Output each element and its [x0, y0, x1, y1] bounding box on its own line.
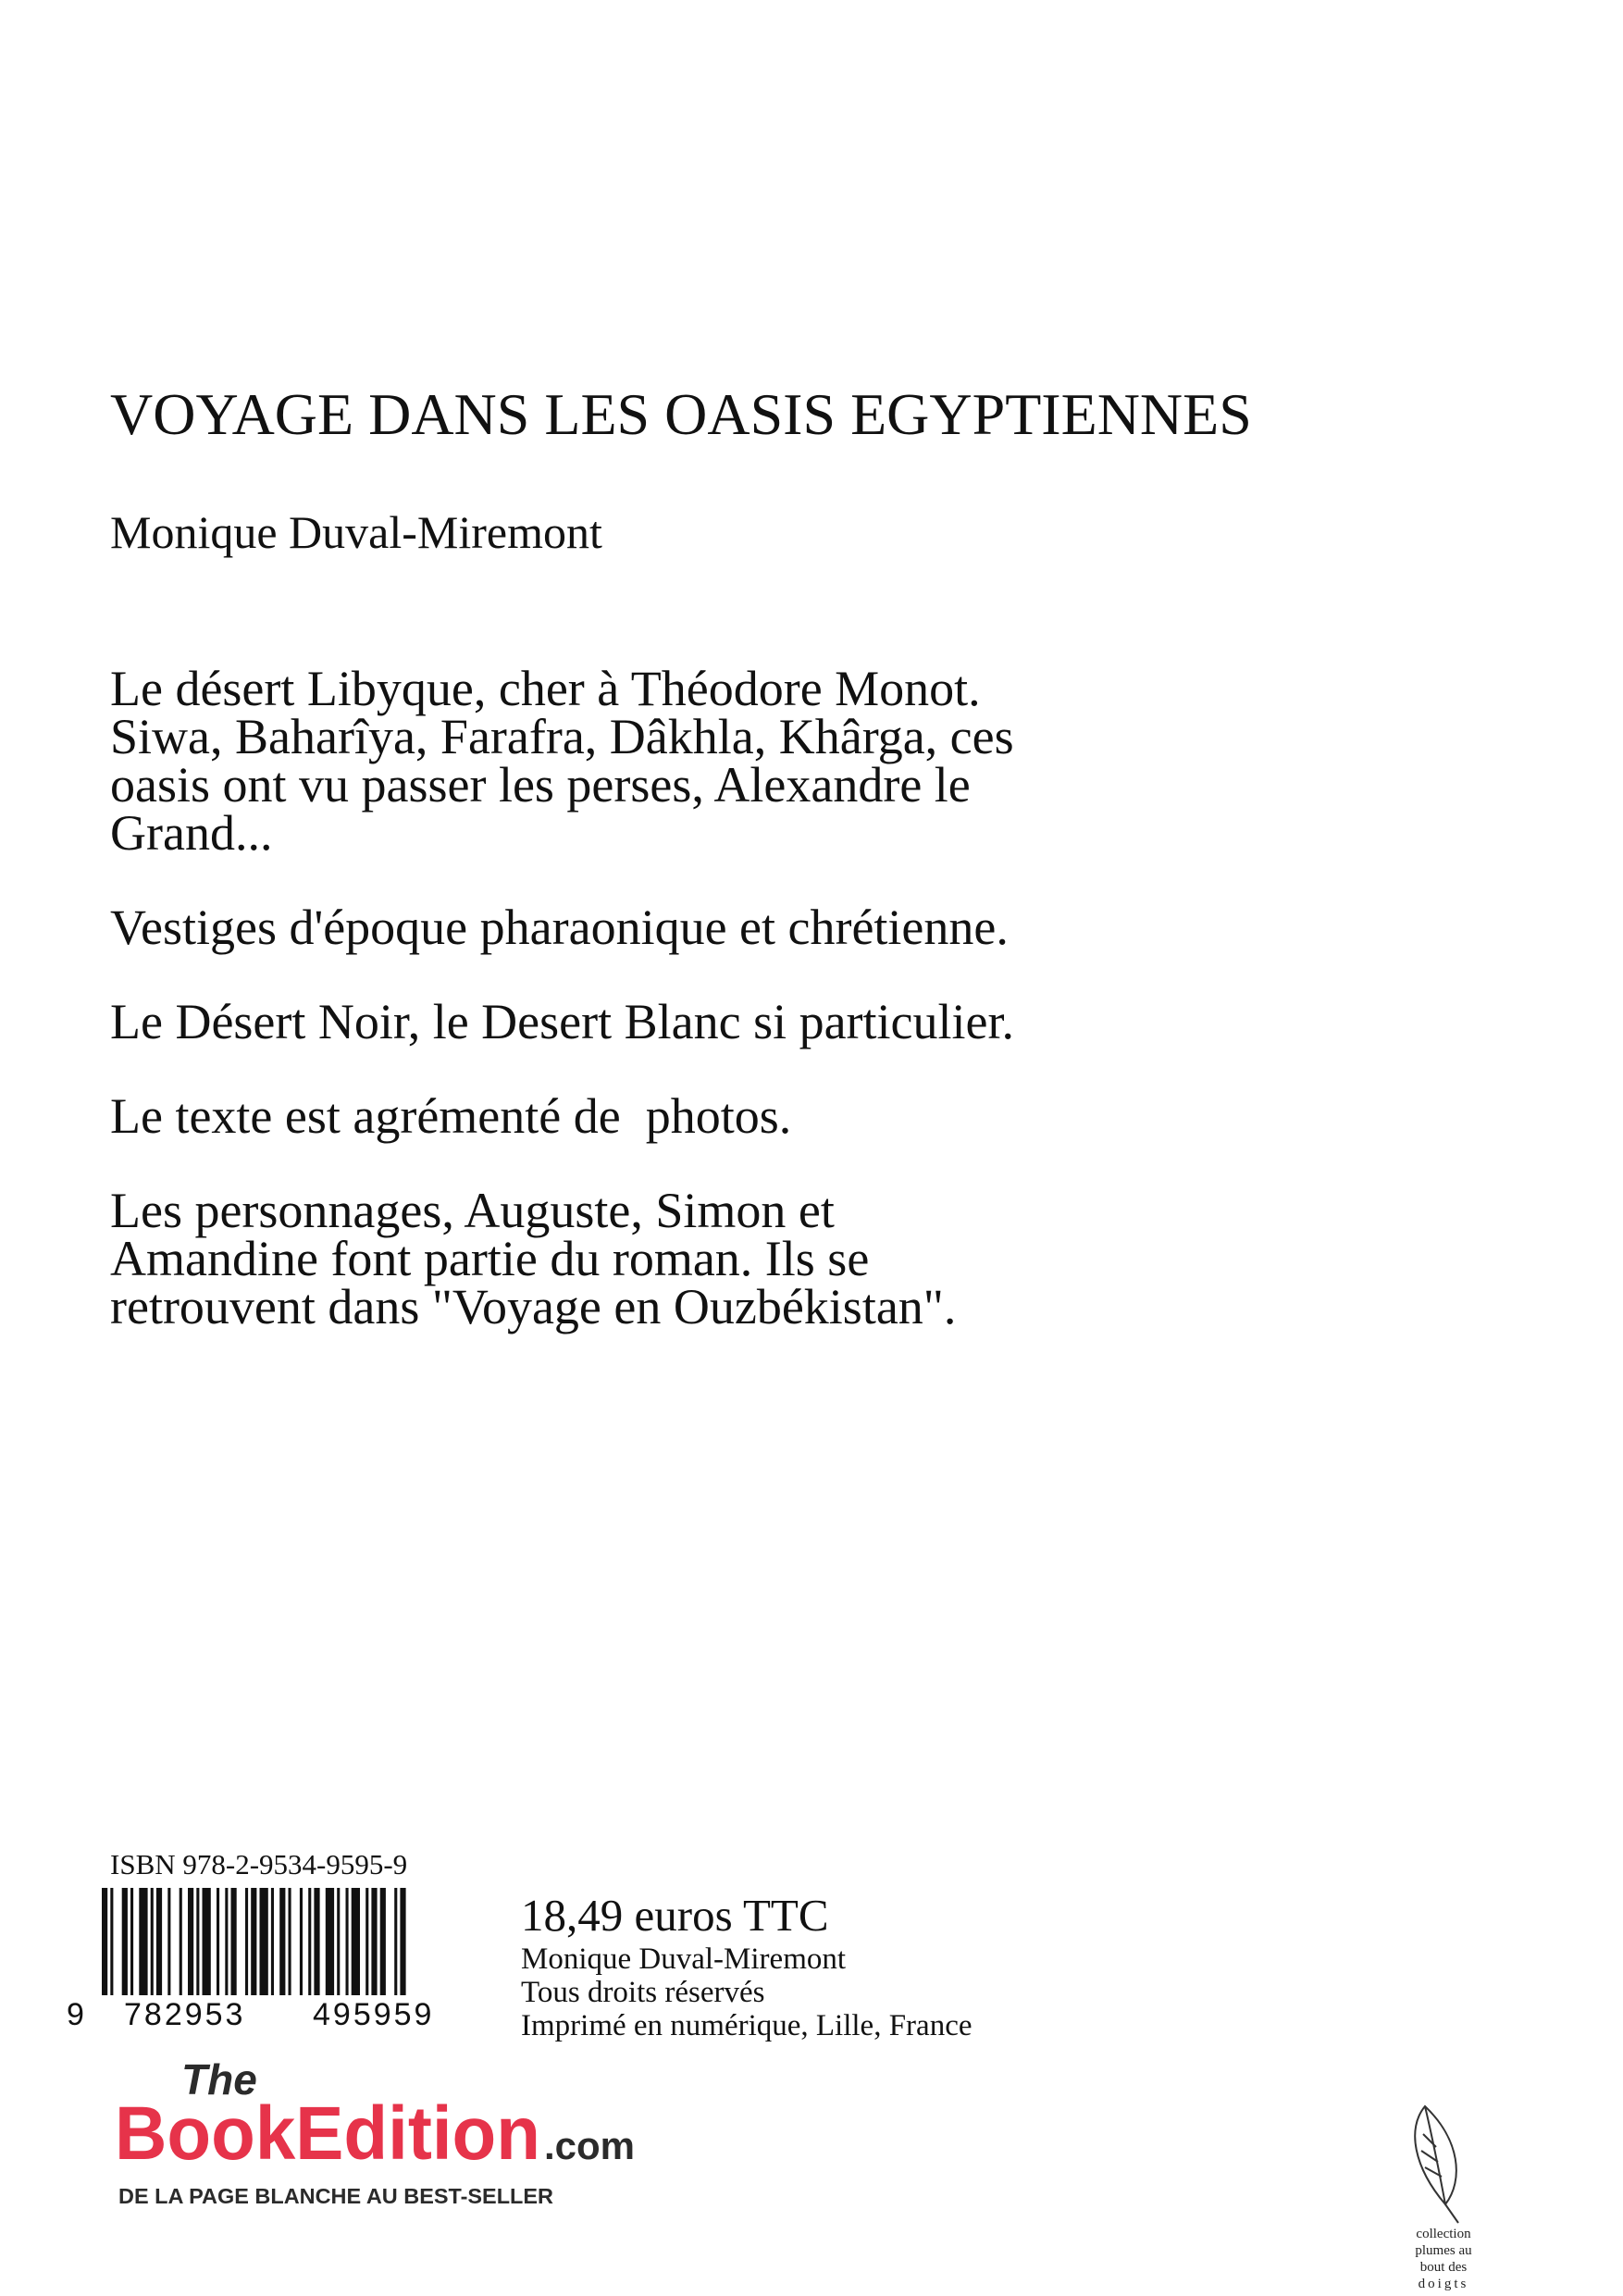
blurb-paragraph: Les personnages, Auguste, Simon et Amandine font partie du roman. Ils se retrouvent dans "Voyage en Ouzbékistan". — [110, 1183, 957, 1334]
barcode-bar — [188, 1888, 193, 1995]
book-title: VOYAGE DANS LES OASIS EGYPTIENNES — [110, 381, 1252, 447]
barcode-digits-left: 782953 — [124, 1997, 246, 2029]
barcode-bar — [156, 1888, 162, 1995]
barcode-bar — [300, 1888, 303, 1995]
collection-logo — [1388, 2101, 1508, 2295]
feather-icon — [1415, 2106, 1458, 2223]
barcode-bar — [151, 1888, 154, 1995]
thebookedition-logo — [109, 2041, 664, 2235]
info-line: Tous droits réservés — [521, 1976, 765, 2009]
collection-line: collection — [1416, 2227, 1471, 2241]
barcode-bar — [314, 1888, 319, 1995]
barcode-bar — [139, 1888, 147, 1995]
barcode-bar — [365, 1888, 368, 1995]
barcode-bar — [400, 1888, 405, 1995]
collection-line: plumes au — [1415, 2243, 1472, 2258]
info-line: Monique Duval-Miremont — [521, 1942, 847, 1976]
barcode-bar — [180, 1888, 182, 1995]
barcode-bar — [279, 1888, 285, 1995]
collection-line: doigts — [1418, 2277, 1469, 2291]
barcode-bar — [394, 1888, 397, 1995]
info-line: Imprimé en numérique, Lille, France — [521, 2009, 973, 2042]
blurb-paragraph: Le désert Libyque, cher à Théodore Monot. Siwa, Baharîya, Farafra, Dâkhla, Khârga, ces oasis ont vu passer les perses, Alexandre le Grand... — [110, 661, 1014, 861]
back-cover-blurb — [110, 661, 1424, 1377]
blurb-paragraph: Le texte est agrémenté de photos. — [110, 1088, 792, 1144]
publication-info — [521, 1942, 973, 2042]
collection-line: bout des — [1419, 2260, 1468, 2275]
barcode-bar — [102, 1888, 107, 1995]
barcode-digits-right: 495959 — [313, 1997, 435, 2029]
barcode-bar — [167, 1888, 170, 1995]
barcode-digit-lead: 9 — [67, 1997, 84, 2029]
barcode-bar — [225, 1888, 228, 1995]
barcode-bar — [251, 1888, 256, 1995]
barcode-bar — [217, 1888, 219, 1995]
barcode-bar — [260, 1888, 268, 1995]
blurb-paragraph: Le Désert Noir, le Desert Blanc si particulier. — [110, 994, 1014, 1049]
barcode-bar — [231, 1888, 237, 1995]
barcode-bar — [130, 1888, 133, 1995]
barcode-bar — [110, 1888, 113, 1995]
barcode-bar — [245, 1888, 248, 1995]
barcode-bar — [203, 1888, 211, 1995]
blurb-paragraph: Vestiges d'époque pharaonique et chrétienne. — [110, 900, 1009, 955]
barcode-bar — [352, 1888, 360, 1995]
logo-tagline: DE LA PAGE BLANCHE AU BEST-SELLER — [118, 2184, 554, 2208]
logo-domain-text: .com — [544, 2124, 636, 2167]
author-name: Monique Duval-Miremont — [110, 506, 602, 558]
barcode-bar — [289, 1888, 291, 1995]
logo-the-text: The — [181, 2055, 257, 2104]
barcode-bar — [122, 1888, 128, 1995]
isbn-label: ISBN 978-2-9534-9595-9 — [110, 1848, 408, 1880]
barcode-bar — [326, 1888, 334, 1995]
barcode-bars — [102, 1888, 406, 1995]
barcode-bar — [371, 1888, 377, 1995]
isbn-barcode — [65, 1888, 463, 2029]
barcode-bar — [308, 1888, 311, 1995]
barcode-bar — [196, 1888, 199, 1995]
barcode-bar — [271, 1888, 274, 1995]
barcode-bar — [337, 1888, 340, 1995]
logo-bookedition-text: BookEdition — [115, 2091, 540, 2176]
barcode-bar — [346, 1888, 349, 1995]
barcode-bar — [380, 1888, 386, 1995]
price-label: 18,49 euros TTC — [521, 1890, 829, 1941]
